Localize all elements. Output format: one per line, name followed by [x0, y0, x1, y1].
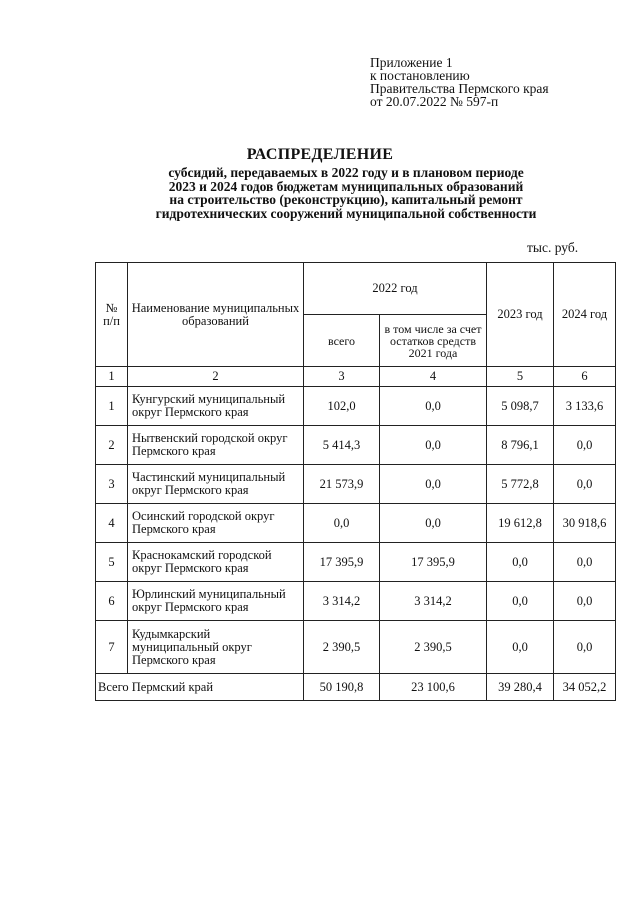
header-year-2023: 2023 год — [487, 263, 554, 367]
municipality-name: Осинский городской округ Пермского края — [128, 504, 304, 543]
cell-total-2022: 21 573,9 — [304, 465, 380, 504]
cell-total-2022: 17 395,9 — [304, 543, 380, 582]
cell-2023: 5 098,7 — [487, 387, 554, 426]
document-title: РАСПРЕДЕЛЕНИЕ — [246, 146, 394, 163]
cell-2024: 0,0 — [554, 465, 616, 504]
column-number: 1 — [96, 367, 128, 387]
cell-remainder-2021: 2 390,5 — [380, 621, 487, 674]
cell-remainder-2021: 17 395,9 — [380, 543, 487, 582]
cell-2023: 19 612,8 — [487, 504, 554, 543]
appendix-line-2: к постановлению — [370, 68, 470, 83]
cell-2024: 0,0 — [554, 543, 616, 582]
total-2022: 50 190,8 — [304, 674, 380, 701]
cell-total-2022: 2 390,5 — [304, 621, 380, 674]
cell-total-2022: 0,0 — [304, 504, 380, 543]
column-number: 5 — [487, 367, 554, 387]
total-2023: 39 280,4 — [487, 674, 554, 701]
appendix-block — [370, 56, 549, 108]
municipality-name: Кудымкарский муниципальный округ Пермского края — [128, 621, 304, 674]
municipality-name: Юрлинский муниципальный округ Пермского края — [128, 582, 304, 621]
table-row — [96, 543, 616, 582]
total-remainder-2021: 23 100,6 — [380, 674, 487, 701]
cell-2024: 3 133,6 — [554, 387, 616, 426]
subsidy-table — [95, 262, 616, 701]
cell-remainder-2021: 0,0 — [380, 387, 487, 426]
subtitle-line-4: гидротехнических сооружений муниципальной собственности — [155, 205, 537, 221]
row-number: 1 — [96, 387, 128, 426]
table-row — [96, 426, 616, 465]
row-number: 3 — [96, 465, 128, 504]
municipality-name: Краснокамский городской округ Пермского края — [128, 543, 304, 582]
cell-2023: 8 796,1 — [487, 426, 554, 465]
total-2024: 34 052,2 — [554, 674, 616, 701]
table-row — [96, 582, 616, 621]
cell-remainder-2021: 0,0 — [380, 504, 487, 543]
cell-remainder-2021: 0,0 — [380, 465, 487, 504]
cell-remainder-2021: 0,0 — [380, 426, 487, 465]
row-number: 2 — [96, 426, 128, 465]
row-number: 4 — [96, 504, 128, 543]
cell-remainder-2021: 3 314,2 — [380, 582, 487, 621]
column-number: 3 — [304, 367, 380, 387]
total-label: Всего Пермский край — [96, 674, 304, 701]
appendix-line-1: Приложение 1 — [370, 55, 453, 70]
header-name: Наименование муниципальных образований — [128, 263, 304, 367]
appendix-line-3: Правительства Пермского края — [370, 81, 549, 96]
document-subtitle — [95, 166, 597, 220]
cell-2024: 30 918,6 — [554, 504, 616, 543]
header-year-2024: 2024 год — [554, 263, 616, 367]
units-label: тыс. руб. — [527, 240, 579, 255]
cell-2023: 0,0 — [487, 621, 554, 674]
table-row — [96, 465, 616, 504]
column-number: 6 — [554, 367, 616, 387]
subtitle-line-3: на строительство (реконструкцию), капитальный ремонт — [169, 192, 523, 207]
header-year-2022: 2022 год — [304, 263, 487, 315]
cell-total-2022: 5 414,3 — [304, 426, 380, 465]
row-number: 7 — [96, 621, 128, 674]
cell-2023: 0,0 — [487, 582, 554, 621]
subtitle-line-1: субсидий, передаваемых в 2022 году и в плановом периоде — [168, 165, 524, 180]
municipality-name: Частинский муниципальный округ Пермского края — [128, 465, 304, 504]
cell-total-2022: 102,0 — [304, 387, 380, 426]
cell-total-2022: 3 314,2 — [304, 582, 380, 621]
header-remainder: в том числе за счет остатков средств 2021 года — [380, 315, 487, 367]
cell-2024: 0,0 — [554, 621, 616, 674]
cell-2024: 0,0 — [554, 582, 616, 621]
header-num: № п/п — [96, 263, 128, 367]
total-row — [96, 674, 616, 701]
municipality-name: Кунгурский муниципальный округ Пермского края — [128, 387, 304, 426]
cell-2023: 0,0 — [487, 543, 554, 582]
municipality-name: Нытвенский городской округ Пермского края — [128, 426, 304, 465]
table-row — [96, 504, 616, 543]
appendix-line-4: от 20.07.2022 № 597-п — [370, 94, 499, 109]
subtitle-line-2: 2023 и 2024 годов бюджетам муниципальных образований — [168, 178, 524, 194]
header-total: всего — [304, 315, 380, 367]
cell-2023: 5 772,8 — [487, 465, 554, 504]
row-number: 6 — [96, 582, 128, 621]
row-number: 5 — [96, 543, 128, 582]
column-number: 2 — [128, 367, 304, 387]
table-row — [96, 621, 616, 674]
column-number: 4 — [380, 367, 487, 387]
table-row — [96, 387, 616, 426]
cell-2024: 0,0 — [554, 426, 616, 465]
